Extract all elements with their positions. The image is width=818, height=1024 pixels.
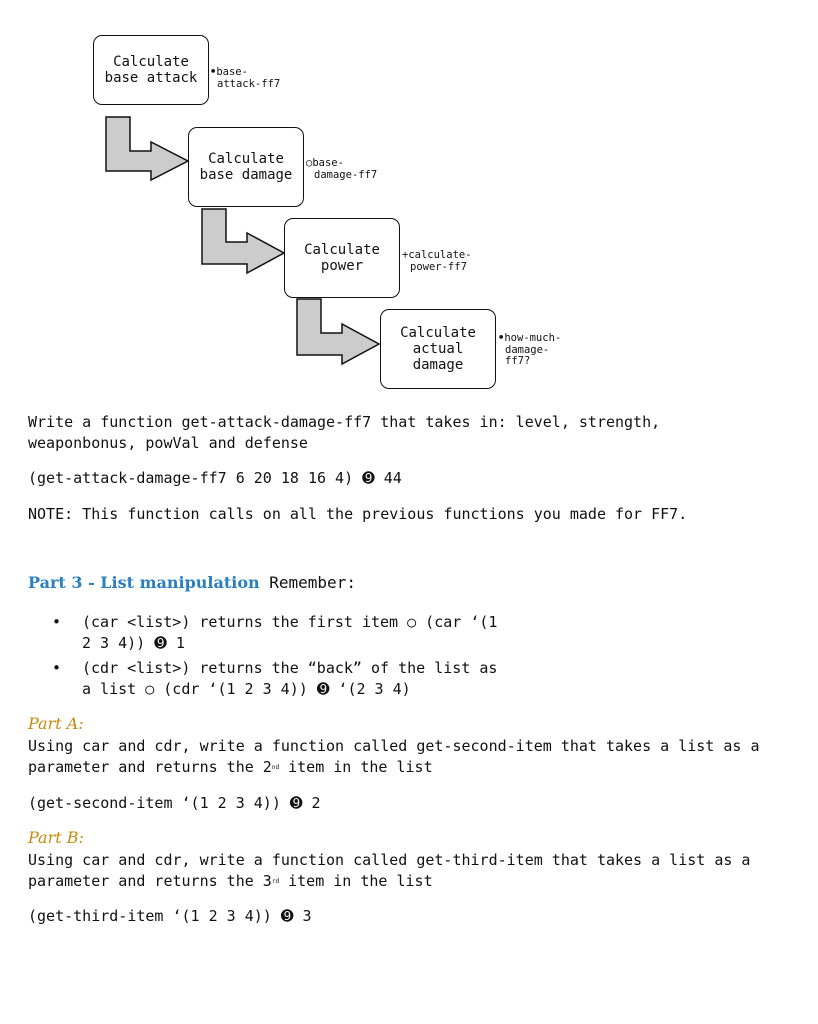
prompt-line: Using car and cdr, write a function called get-third-item that takes a list as a (28, 851, 751, 869)
part3-title-suffix: Remember: (259, 573, 356, 592)
bullet-dot-icon: • (52, 613, 62, 631)
step-box-line: Calculate (113, 54, 189, 70)
note-bullet: • (210, 66, 217, 78)
note-line: damage- (505, 343, 550, 356)
step-box-line: Calculate (304, 242, 380, 258)
function-prompt (28, 412, 660, 454)
note-text: NOTE: This function calls on all the previous functions you made for FF7. (28, 505, 688, 523)
note-bullet: • (498, 332, 505, 344)
bullet-line: a list ○ (cdr ‘(1 2 3 4)) (82, 680, 317, 698)
part-b-label: Part B: (28, 828, 84, 847)
prompt-line: item in the list (279, 758, 433, 776)
ordinal-suffix: nd (271, 764, 280, 771)
prompt-line: item in the list (279, 872, 433, 890)
ordinal-suffix: rd (271, 878, 280, 885)
bullet-line: 2 3 4)) (82, 634, 155, 652)
arrow-icon: ➒ (289, 794, 303, 812)
flow-arrow-2 (202, 209, 284, 273)
note-line: base- (216, 66, 248, 78)
example-code: (get-second-item ‘(1 2 3 4)) (28, 794, 290, 812)
example-code: (get-third-item ‘(1 2 3 4)) (28, 907, 281, 925)
flow-arrow-3 (297, 299, 379, 364)
arrow-icon: ➒ (316, 680, 330, 698)
note-bullet: + (402, 249, 409, 261)
bullet-line: (cdr <list>) returns the “back” of the list as (82, 659, 498, 677)
prompt-line: Write a function get-attack-damage-ff7 that takes in: level, strength, (28, 413, 661, 431)
note-line: attack-ff7 (217, 77, 281, 90)
note-line: how-much- (504, 332, 562, 344)
part-a-prompt (28, 736, 760, 778)
part3-title: Part 3 - List manipulation (28, 573, 260, 592)
part3-heading (28, 572, 356, 593)
step-box-line: Calculate (208, 151, 284, 167)
part-b-example (28, 906, 312, 927)
step-box-line: power (320, 258, 364, 274)
step-box-line: actual (412, 341, 464, 357)
bullet-result: 1 (175, 634, 185, 652)
list-item (52, 658, 497, 700)
bullet-dot-icon: • (52, 659, 62, 677)
step-box-line: damage (412, 357, 464, 373)
flow-arrow-1 (106, 117, 188, 180)
arrow-icon: ➒ (154, 634, 167, 652)
step-box-line: Calculate (400, 325, 476, 341)
note-line: power-ff7 (410, 260, 467, 273)
prompt-line: weaponbonus, powVal and defense (28, 434, 308, 452)
step-box-power (284, 218, 400, 298)
list-item (52, 612, 497, 654)
arrow-icon: ➒ (280, 907, 294, 925)
step-note-base-attack (210, 67, 280, 90)
prompt-line: parameter and returns the 2 (28, 758, 272, 776)
note-bullet: ○ (306, 157, 313, 169)
remember-list (52, 612, 497, 704)
prompt-line: parameter and returns the 3 (28, 872, 272, 890)
step-note-power (402, 250, 472, 273)
step-box-base-damage (188, 127, 304, 207)
note-line: calculate- (408, 249, 472, 261)
note-line: damage-ff7 (314, 168, 378, 181)
step-box-base-attack (93, 35, 209, 105)
step-box-actual-damage (380, 309, 496, 389)
example-call (28, 468, 402, 489)
step-box-line: base attack (104, 70, 198, 86)
note-line: ff7? (505, 355, 531, 367)
example-result: 44 (383, 469, 402, 487)
arrow-icon: ➒ (362, 469, 375, 487)
example-result: 2 (311, 794, 321, 812)
prompt-line: Using car and cdr, write a function called get-second-item that takes a list as a (28, 737, 760, 755)
step-note-base-damage (306, 158, 377, 181)
part-a-example (28, 793, 321, 814)
part-b-prompt (28, 850, 750, 892)
part-a-label: Part A: (28, 714, 84, 733)
example-code: (get-attack-damage-ff7 6 20 18 16 4) (28, 469, 354, 487)
step-box-line: base damage (199, 167, 293, 183)
step-note-actual-damage (498, 333, 561, 368)
example-result: 3 (302, 907, 312, 925)
bullet-result: ‘(2 3 4) (338, 680, 411, 698)
note-line: base- (312, 157, 344, 169)
bullet-line: (car <list>) returns the first item ○ (car ‘(1 (82, 613, 498, 631)
